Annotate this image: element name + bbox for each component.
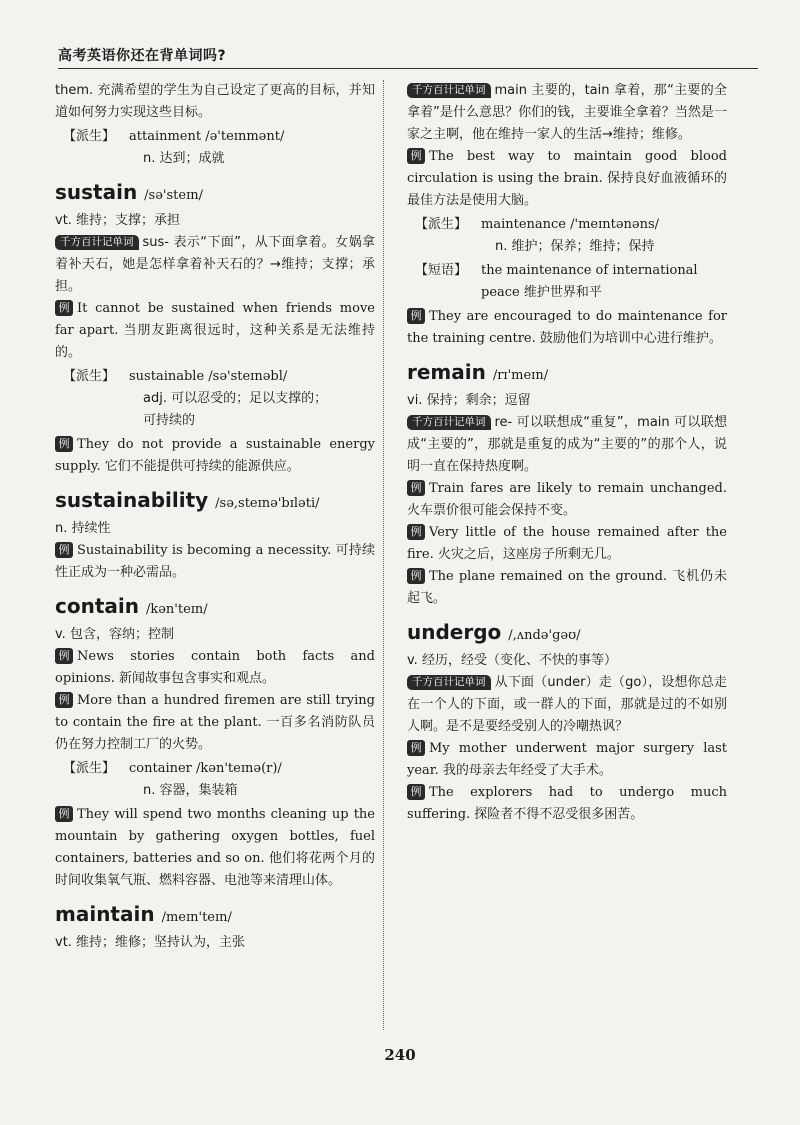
derivative-label: 【派生】 [63,129,116,144]
memory-tip-tag: 千方百计记单词 [407,83,491,98]
right-column [407,80,727,826]
example-tag: 例 [407,568,425,584]
left-column [55,80,375,954]
derivative-word: sustainable /sə'steɪnəbl/ [129,369,288,384]
definition: vt. 维持；支撑；承担 [55,213,181,228]
memory-tip-text: sus- 表示“下面”，从下面拿着。女娲拿着补天石，她是怎样拿着补天石的？→维持；支撑；承担。 [55,235,375,294]
memory-tip [55,232,375,298]
phonetic: /kən'teɪn/ [145,602,208,617]
example-tag: 例 [55,542,73,558]
example-text: They do not provide a sustainable energy supply. 它们不能提供可持续的能源供应。 [55,437,375,474]
page-number: 240 [384,1046,416,1064]
headword [55,486,375,518]
entry-remain [407,358,727,610]
example-sentence [407,306,727,350]
example-tag: 例 [407,784,425,800]
example-sentence [55,434,375,478]
headword-text: sustainability [55,488,209,512]
intro-text: them. 充满希望的学生为自己设定了更高的目标，并知道如何努力实现这些目标。 [55,83,375,120]
derivative-attainment [63,126,375,170]
phonetic: /meɪn'teɪn/ [161,910,232,925]
memory-tip [407,672,727,738]
headword [407,618,727,650]
example-text: They will spend two months cleaning up the mountain by gathering oxygen bottles, fuel containers, batteries and so on. 他们将花两个月的时间收集氧气瓶、燃料容器、电池等来清理山体。 [55,807,375,888]
derivative-label: 【派生】 [415,217,468,232]
example-text: The explorers had to undergo much suffering. 探险者不得不忍受很多困苦。 [407,785,727,822]
memory-tip-tag: 千方百计记单词 [407,415,491,430]
example-text: Sustainability is becoming a necessity. 可持续性正成为一种必需品。 [55,543,375,580]
example-sentence [55,804,375,892]
headword [55,900,375,932]
example-tag: 例 [55,692,73,708]
example-sentence [55,540,375,584]
derivative-sustainable [63,366,375,432]
headword-text: remain [407,360,486,384]
example-tag: 例 [407,524,425,540]
definition: vi. 保持；剩余；逗留 [407,393,531,408]
memory-tip [407,412,727,478]
headword-text: sustain [55,180,138,204]
phrase-text-cont: peace 维护世界和平 [481,285,602,300]
headword [55,178,375,210]
headword-text: undergo [407,620,502,644]
derivative-definition: adj. 可以忍受的；足以支撑的； [143,391,328,406]
example-tag: 例 [55,300,73,316]
example-text: Train fares are likely to remain unchanged. 火车票价很可能会保持不变。 [407,481,727,518]
entry-maintain [55,900,375,954]
memory-tip-tag: 千方百计记单词 [55,235,139,250]
example-sentence [55,298,375,364]
derivative-label: 【派生】 [63,369,116,384]
definition: v. 经历，经受（变化、不快的事等） [407,653,617,668]
definition: n. 持续性 [55,521,111,536]
example-tag: 例 [407,308,425,324]
phrase-text: the maintenance of international [481,263,698,278]
headword [55,592,375,624]
example-text: It cannot be sustained when friends move far apart. 当朋友距离很远时，这种关系是无法维持的。 [55,301,375,360]
example-sentence [407,522,727,566]
example-sentence [55,646,375,690]
phonetic: /sə'steɪn/ [144,188,203,203]
example-sentence [407,566,727,610]
headword-text: maintain [55,902,155,926]
example-tag: 例 [55,806,73,822]
derivative-definition-cont: 可持续的 [143,413,196,428]
memory-tip [407,80,727,146]
definition: vt. 维持；维修；坚持认为，主张 [55,935,246,950]
entry-undergo [407,618,727,826]
entry-contain [55,592,375,892]
example-tag: 例 [407,740,425,756]
memory-tip-text: 从下面（under）走（go），设想你总走在一个人的下面，或一群人的下面，那就是过的不如别人啊。是不是要经受别人的冷嘲热讽？ [407,675,727,734]
example-text: More than a hundred firemen are still trying to contain the fire at the plant. 一百多名消防队员仍在努力控制工厂的火势。 [55,693,375,752]
headword-text: contain [55,594,139,618]
entry-sustain [55,178,375,478]
example-tag: 例 [407,480,425,496]
example-sentence [407,738,727,782]
example-tag: 例 [407,148,425,164]
derivative-word: container /kən'teɪnə(r)/ [129,761,282,776]
phonetic: /,ʌndə'gəʊ/ [508,628,581,643]
phrase-maintenance [415,260,727,304]
derivative-word: maintenance /'meɪntənəns/ [481,217,660,232]
derivative-word: attainment /ə'teɪnmənt/ [129,129,285,144]
example-sentence [407,478,727,522]
example-text: My mother underwent major surgery last year. 我的母亲去年经受了大手术。 [407,741,727,778]
example-tag: 例 [55,648,73,664]
memory-tip-text: main 主要的，tain 拿着，那“主要的全拿着”是什么意思？你们的钱，主要谁全拿着？当然是一家之主啊，他在维持一家人的生活→维持；维修。 [407,83,727,142]
example-sentence [407,782,727,826]
definition: v. 包含，容纳；控制 [55,627,174,642]
example-text: Very little of the house remained after the fire. 火灾之后，这座房子所剩无几。 [407,525,727,562]
running-header [58,44,758,69]
memory-tip-tag: 千方百计记单词 [407,675,491,690]
running-header-title: 高考英语你还在背单词吗? [58,48,227,64]
headword [407,358,727,390]
memory-tip-text: re- 可以联想成“重复”，main 可以联想成“主要的”，那就是重复的成为“主要的”的那个人，说明一直在保持热度啊。 [407,415,727,474]
derivative-definition: n. 维护；保养；维持；保持 [495,239,655,254]
derivative-definition: n. 达到；成就 [143,151,225,166]
example-text: The best way to maintain good blood circulation is using the brain. 保持良好血液循环的最佳方法是使用大脑。 [407,149,727,208]
example-text: They are encouraged to do maintenance for the training centre. 鼓励他们为培训中心进行维护。 [407,309,727,346]
example-sentence [55,690,375,756]
example-tag: 例 [55,436,73,452]
example-text: News stories contain both facts and opinions. 新闻故事包含事实和观点。 [55,649,375,686]
entry-sustainability [55,486,375,584]
column-divider [383,80,384,1030]
derivative-container [63,758,375,802]
example-sentence [407,146,727,212]
phonetic: /rɪ'meɪn/ [492,368,549,383]
derivative-maintenance [415,214,727,258]
phrase-label: 【短语】 [415,263,468,278]
phonetic: /sə,steɪnə'bɪləti/ [215,496,320,511]
derivative-definition: n. 容器，集装箱 [143,783,238,798]
derivative-label: 【派生】 [63,761,116,776]
example-text: The plane remained on the ground. 飞机仍未起飞。 [407,569,727,606]
